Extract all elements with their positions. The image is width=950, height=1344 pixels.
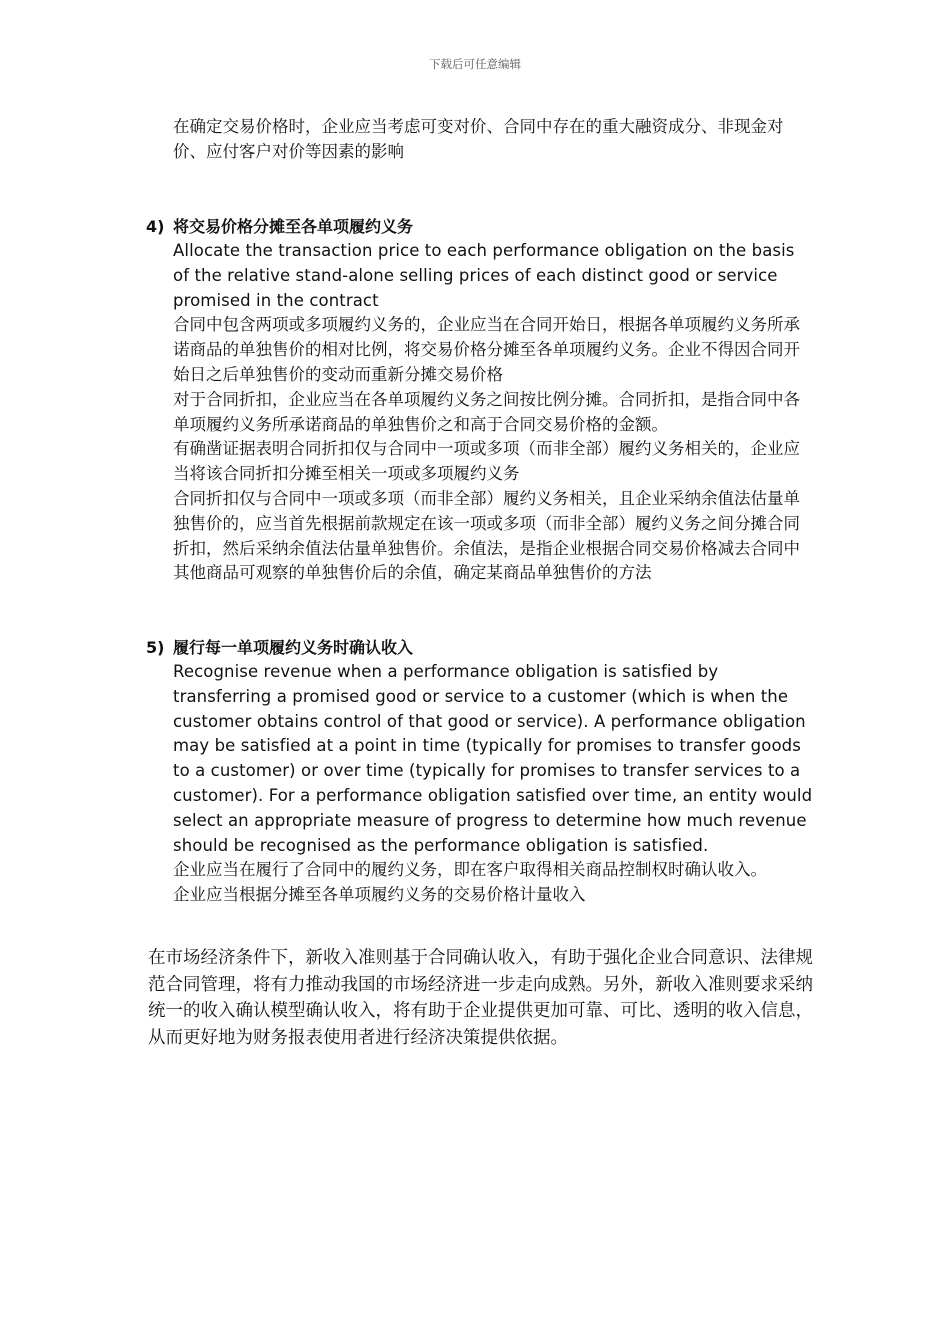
section-4-number: 4)	[146, 217, 165, 236]
section-4-paragraph-2: 对于合同折扣，企业应当在各单项履约义务之间按比例分摊。合同折扣，是指合同中各单项履约义务所承诺商品的单独售价之和高于合同交易价格的金额。	[173, 389, 800, 434]
intro-paragraph: 在确定交易价格时，企业应当考虑可变对价、合同中存在的重大融资成分、非现金对价、应付客户对价等因素的影响	[173, 117, 784, 161]
section-5-english: Recognise revenue when a performance obligation is satisfied by transferring a promised good or service to a customer (which is when the customer obtains control of that good or service). A performance obligation may be satisfied at a point in time (typically for promises to transfer goods to a customer) or over time (typically for promises to transfer services to a customer). For a performance obligation satisfied over time, an entity would select an appropriate measure of progress to determine how much revenue should be recognised as the performance obligation is satisfied.	[173, 662, 813, 855]
section-4-paragraph-1: 合同中包含两项或多项履约义务的，企业应当在合同开始日，根据各单项履约义务所承诺商品的单独售价的相对比例，将交易价格分摊至各单项履约义务。企业不得因合同开始日之后单独售价的变动而重新分摊交易价格	[173, 315, 800, 384]
intro-paragraph-block	[173, 115, 813, 165]
section-5-number: 5)	[146, 638, 165, 657]
section-4-english: Allocate the transaction price to each performance obligation on the basis of the relative stand-alone selling prices of each distinct good or service promised in the contract	[173, 241, 795, 310]
section-4-body	[173, 239, 813, 586]
section-5-body	[173, 660, 813, 908]
section-4-heading	[146, 215, 413, 240]
section-5-title: 履行每一单项履约义务时确认收入	[173, 638, 414, 657]
conclusion-paragraph: 在市场经济条件下，新收入准则基于合同确认收入，有助于强化企业合同意识、法律规范合同管理，将有力推动我国的市场经济进一步走向成熟。另外，新收入准则要求采纳统一的收入确认模型确认收入，将有助于企业提供更加可靠、可比、透明的收入信息，从而更好地为财务报表使用者进行经济决策提供依据。	[148, 948, 813, 1048]
section-5-heading	[146, 636, 413, 661]
section-5-paragraph-1: 企业应当在履行了合同中的履约义务，即在客户取得相关商品控制权时确认收入。	[173, 860, 767, 880]
section-4-title: 将交易价格分摊至各单项履约义务	[173, 217, 414, 236]
section-5-paragraph-2: 企业应当根据分摊至各单项履约义务的交易价格计量收入	[173, 885, 586, 905]
page-header: 下载后可任意编辑	[429, 57, 521, 71]
section-4-paragraph-4: 合同折扣仅与合同中一项或多项（而非全部）履约义务相关，且企业采纳余值法估量单独售价的，应当首先根据前款规定在该一项或多项（而非全部）履约义务之间分摊合同折扣，然后采纳余值法估量单独售价。余值法，是指企业根据合同交易价格减去合同中其他商品可观察的单独售价后的余值，确定某商品单独售价的方法	[173, 488, 800, 583]
section-4-paragraph-3: 有确凿证据表明合同折扣仅与合同中一项或多项（而非全部）履约义务相关的，企业应当将该合同折扣分摊至相关一项或多项履约义务	[173, 439, 800, 484]
